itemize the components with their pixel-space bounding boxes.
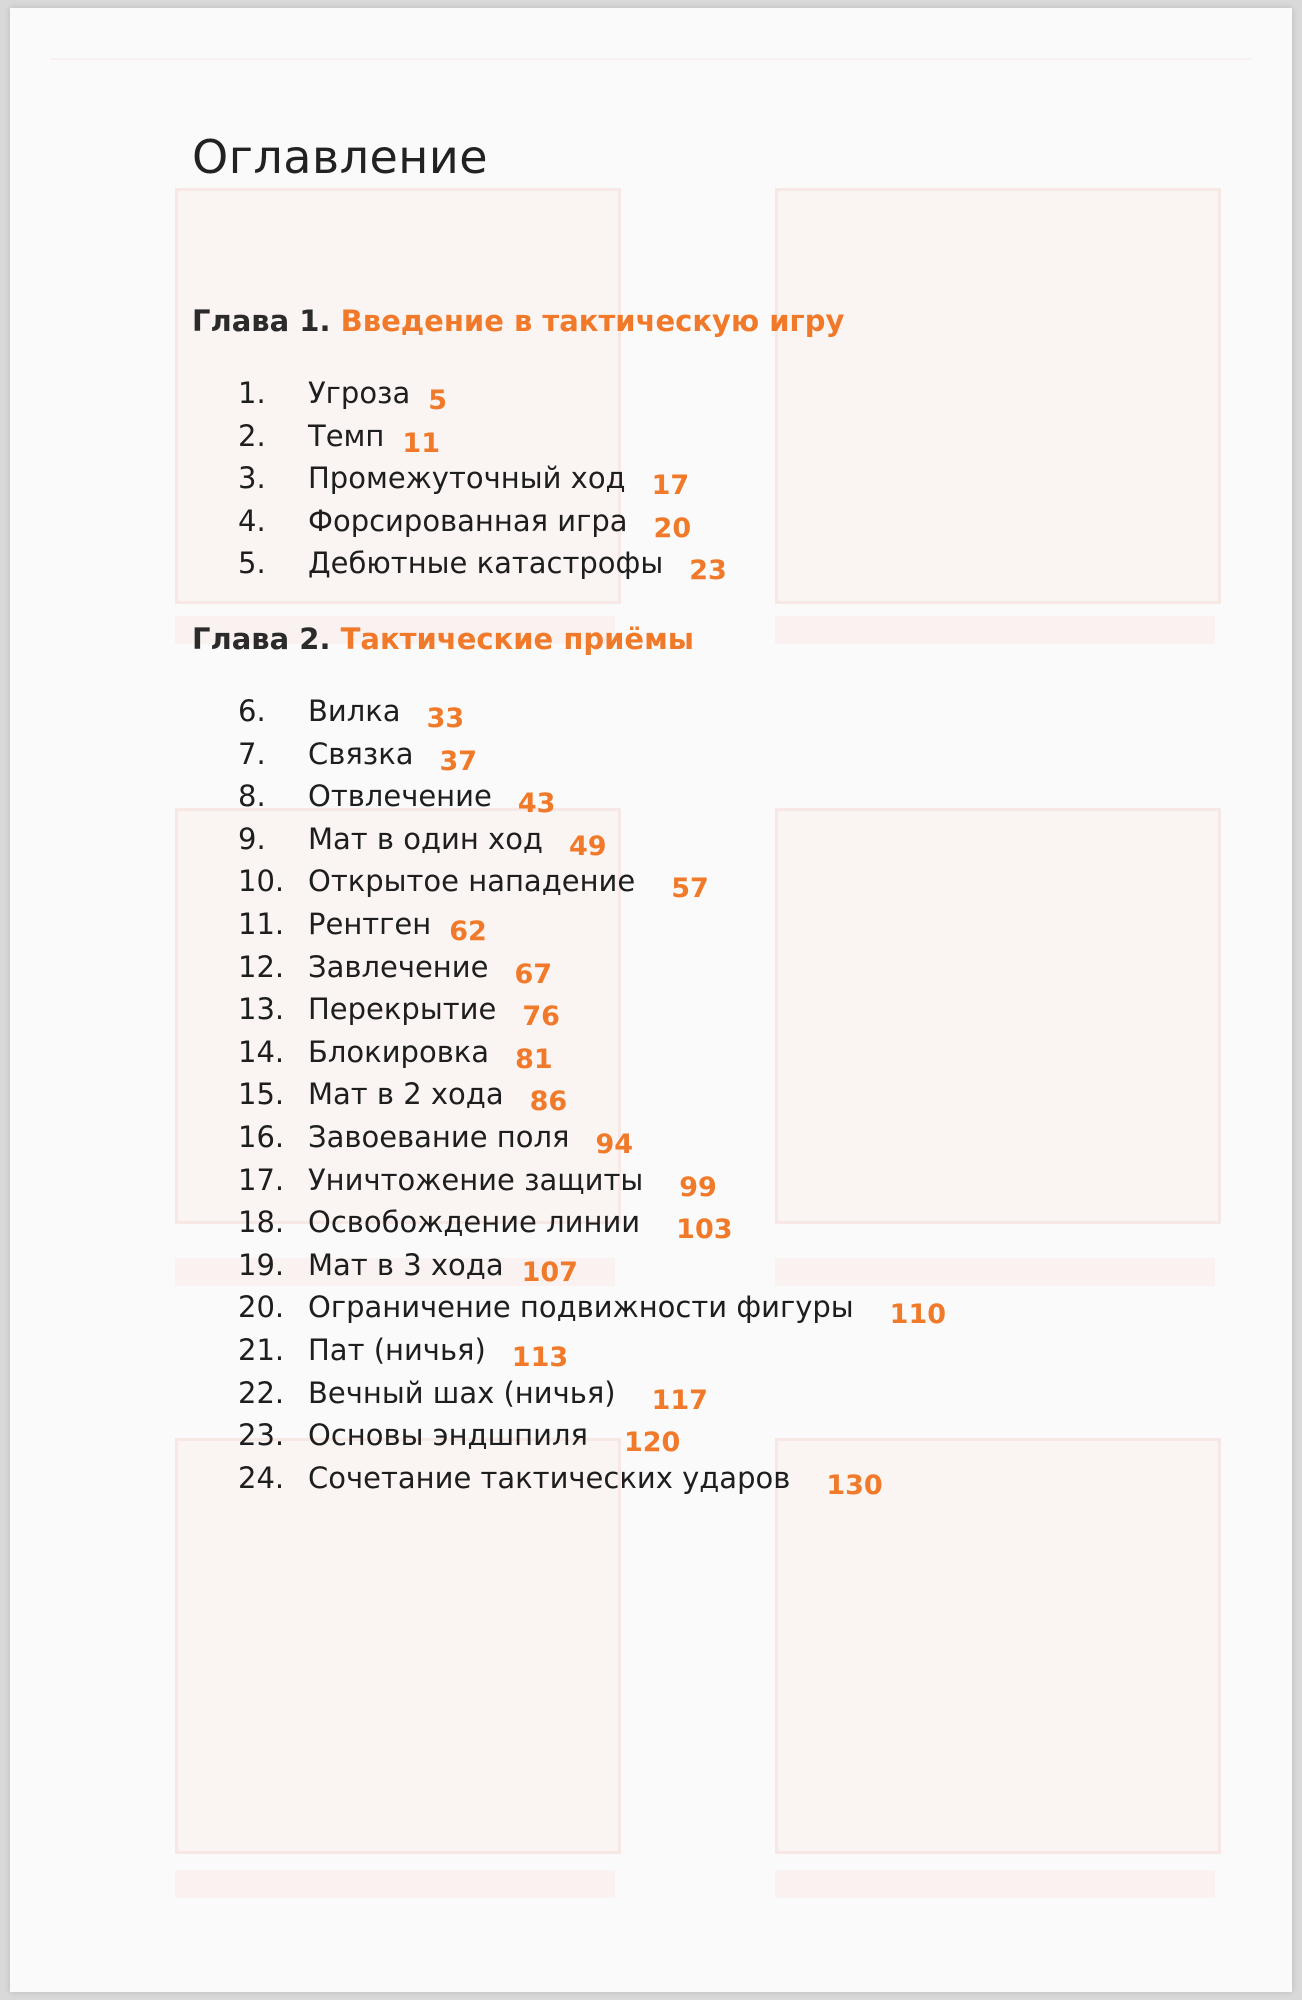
toc-entry [238,1159,946,1202]
toc-entry [238,1414,946,1457]
chapter-heading [192,622,694,656]
entry-page: 49 [569,830,607,862]
entry-title: Перекрытие [308,992,497,1027]
entry-page: 110 [889,1299,947,1331]
entry-title: Уничтожение защиты [308,1162,644,1197]
entry-page: 33 [426,703,465,734]
entry-page: 37 [439,745,478,777]
toc-list [238,690,946,1499]
entry-page: 23 [689,555,727,587]
entry-page: 107 [521,1256,578,1288]
entry-title: Мат в 2 хода [308,1077,504,1112]
entry-title: Отвлечение [308,779,492,814]
entry-number: 16. [238,1119,285,1154]
entry-title: Вечный шах (ничья) [308,1375,616,1410]
entry-page: 94 [595,1128,634,1160]
toc-entry [238,1201,946,1244]
entry-title: Завоевание поля [308,1119,570,1154]
entry-page: 57 [671,873,709,905]
toc-entry [238,1073,946,1116]
toc-entry [238,946,946,989]
chapter-label: Глава 1. [192,304,331,338]
toc-entry [238,1457,946,1500]
bleed-through-running-header [50,58,1252,84]
entry-number: 24. [238,1460,285,1495]
entry-title: Открытое нападение [308,864,636,899]
entry-page: 17 [651,470,690,502]
chapter-heading [192,304,844,338]
entry-page: 20 [653,512,692,544]
entry-number: 7. [238,736,266,771]
entry-title: Пат (ничья) [308,1332,486,1367]
toc-entry [238,818,946,861]
entry-number: 10. [238,864,285,899]
toc-entry [238,903,946,946]
entry-title: Промежуточный ход [308,461,626,496]
entry-number: 18. [238,1205,285,1240]
entry-title: Вилка [308,694,401,728]
entry-number: 17. [238,1162,285,1197]
book-page [10,8,1292,1992]
entry-number: 11. [238,906,285,941]
toc-entry [238,1286,946,1329]
entry-title: Блокировка [308,1034,490,1069]
entry-number: 23. [238,1418,285,1453]
entry-number: 15. [238,1077,285,1112]
entry-number: 22. [238,1375,285,1410]
entry-title: Ограничение подвижности фигуры [308,1290,854,1325]
entry-page: 43 [517,788,556,820]
chapter-title: Введение в тактическую игру [340,304,845,338]
entry-title: Темп [308,418,385,453]
bleed-through-diagram [175,1438,621,1854]
toc-entry [238,690,946,733]
entry-title: Сочетание тактических ударов [308,1460,791,1495]
entry-page: 117 [651,1384,708,1416]
bleed-through-caption [775,616,1215,644]
toc-entry [238,733,946,776]
entry-title: Угроза [308,376,411,410]
entry-number: 2. [238,418,266,453]
chapter-label: Глава 2. [192,622,331,656]
entry-title: Форсированная игра [308,503,628,538]
toc-entry [238,1329,946,1372]
page-title: Оглавление [192,130,489,184]
entry-page: 11 [402,427,440,459]
entry-number: 20. [238,1290,285,1325]
toc-entry [238,775,946,818]
bleed-through-caption [175,1870,615,1898]
entry-number: 13. [238,992,285,1027]
entry-title: Дебютные катастрофы [308,546,664,581]
toc-entry [238,457,727,500]
toc-entry [238,1244,946,1287]
entry-title: Завлечение [308,949,489,984]
bleed-through-diagram [775,188,1221,604]
entry-page: 120 [623,1427,681,1459]
toc-entry [238,1372,946,1415]
entry-page: 130 [826,1469,883,1501]
entry-number: 21. [238,1332,285,1367]
entry-number: 3. [238,461,266,496]
toc-entry [238,372,727,415]
entry-page: 5 [428,385,448,416]
entry-page: 99 [679,1171,717,1203]
entry-number: 6. [238,694,266,728]
toc-entry [238,1116,946,1159]
entry-number: 1. [238,376,266,410]
entry-number: 8. [238,779,266,814]
entry-page: 113 [511,1341,569,1373]
entry-number: 12. [238,949,285,984]
toc-entry [238,415,727,458]
entry-page: 103 [676,1214,733,1246]
entry-number: 9. [238,821,266,856]
entry-title: Мат в 3 хода [308,1247,504,1282]
chapter-title: Тактические приёмы [340,622,695,656]
entry-number: 14. [238,1034,285,1069]
entry-page: 81 [515,1043,553,1075]
entry-title: Связка [308,736,414,771]
toc-entry [238,988,946,1031]
entry-page: 76 [522,1001,560,1033]
entry-title: Освобождение линии [308,1205,641,1240]
entry-page: 86 [529,1086,568,1118]
entry-number: 5. [238,546,266,581]
entry-page: 67 [514,958,553,990]
entry-number: 4. [238,503,266,538]
entry-title: Рентген [308,906,432,941]
entry-number: 19. [238,1247,285,1282]
entry-title: Мат в один ход [308,821,543,856]
toc-entry [238,1031,946,1074]
entry-title: Основы эндшпиля [308,1418,588,1453]
bleed-through-caption [775,1870,1215,1898]
toc-list [238,372,727,585]
entry-page: 62 [449,915,487,947]
